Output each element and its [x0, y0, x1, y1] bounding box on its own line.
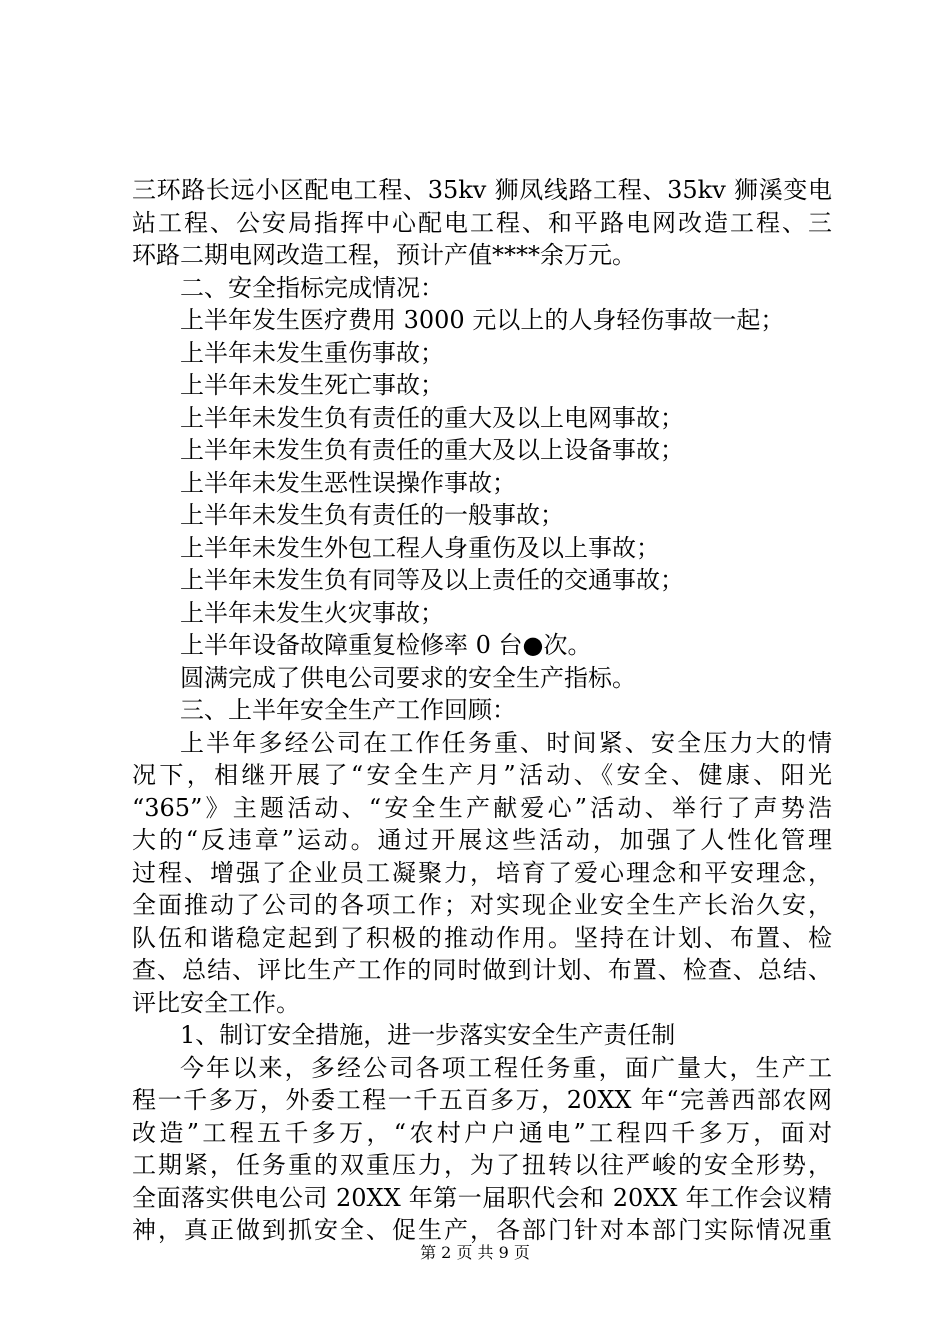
document-body — [132, 174, 832, 1247]
text-line: 评比安全工作。 — [132, 988, 300, 1017]
text-line: 过程、增强了企业员工凝聚力，培育了爱心理念和平安理念， — [132, 858, 832, 887]
section-heading-3: 三、上半年安全生产工作回顾： — [180, 696, 516, 724]
text-line: 站工程、公安局指挥中心配电工程、和平路电网改造工程、三 — [132, 208, 832, 237]
text-line: 三环路长远小区配电工程、35kv 狮凤线路工程、35kv 狮溪变电 — [132, 176, 832, 204]
list-item: 上半年未发生负有同等及以上责任的交通事故； — [180, 566, 684, 594]
paragraph-measures — [132, 1052, 832, 1247]
text-line: 全面推动了公司的各项工作；对实现企业安全生产长治久安， — [132, 891, 832, 919]
text-line: 改造”工程五千多万，“农村户户通电”工程四千多万，面对 — [132, 1118, 832, 1147]
list-item: 上半年未发生死亡事故； — [180, 371, 444, 399]
text-line: “365”》主题活动、“安全生产献爱心”活动、举行了声势浩 — [132, 793, 832, 822]
paragraph-1 — [132, 174, 832, 272]
text-line: 上半年多经公司在工作任务重、时间紧、安全压力大的情 — [180, 728, 832, 757]
text-line: 工期紧，任务重的双重压力，为了扭转以往严峻的安全形势， — [132, 1151, 832, 1179]
text-line: 程一千多万，外委工程一千五百多万，20XX 年“完善西部农网 — [132, 1086, 832, 1114]
list-item: 上半年未发生恶性误操作事故； — [180, 468, 516, 497]
list-item: 上半年未发生外包工程人身重伤及以上事故； — [180, 533, 660, 562]
list-item: 上半年未发生火灾事故； — [180, 598, 444, 627]
text-line: 环路二期电网改造工程，预计产值****余万元。 — [132, 241, 636, 269]
list-item: 上半年未发生负有责任的重大及以上电网事故； — [180, 403, 684, 432]
text-line: 队伍和谐稳定起到了积极的推动作用。坚持在计划、布置、检 — [132, 923, 832, 952]
text-line: 况下，相继开展了“安全生产月”活动、《安全、健康、阳光 — [132, 761, 832, 789]
text-line: 全面落实供电公司 20XX 年第一届职代会和 20XX 年工作会议精 — [132, 1183, 832, 1212]
summary-line: 圆满完成了供电公司要求的安全生产指标。 — [180, 663, 636, 692]
page-number-footer: 第 2 页 共 9 页 — [420, 1243, 530, 1262]
paragraph-review — [132, 727, 832, 1020]
text-line: 查、总结、评比生产工作的同时做到计划、布置、检查、总结、 — [132, 956, 832, 984]
text-line: 神，真正做到抓安全、促生产，各部门针对本部门实际情况重 — [132, 1216, 832, 1244]
list-item: 上半年未发生负有责任的一般事故； — [180, 501, 564, 529]
list-item: 上半年设备故障重复检修率 0 台●次。 — [180, 631, 592, 659]
text-line: 大的“反违章”运动。通过开展这些活动，加强了人性化管理 — [132, 826, 832, 854]
text-line: 今年以来，多经公司各项工程任务重，面广量大，生产工 — [180, 1053, 832, 1082]
list-item: 上半年未发生重伤事故； — [180, 338, 444, 367]
list-item: 上半年未发生负有责任的重大及以上设备事故； — [180, 436, 684, 464]
list-item: 上半年发生医疗费用 3000 元以上的人身轻伤事故一起； — [180, 306, 785, 334]
subsection-heading-1: 1、制订安全措施，进一步落实安全生产责任制 — [180, 1021, 676, 1049]
section-heading-2: 二、安全指标完成情况： — [180, 273, 444, 302]
